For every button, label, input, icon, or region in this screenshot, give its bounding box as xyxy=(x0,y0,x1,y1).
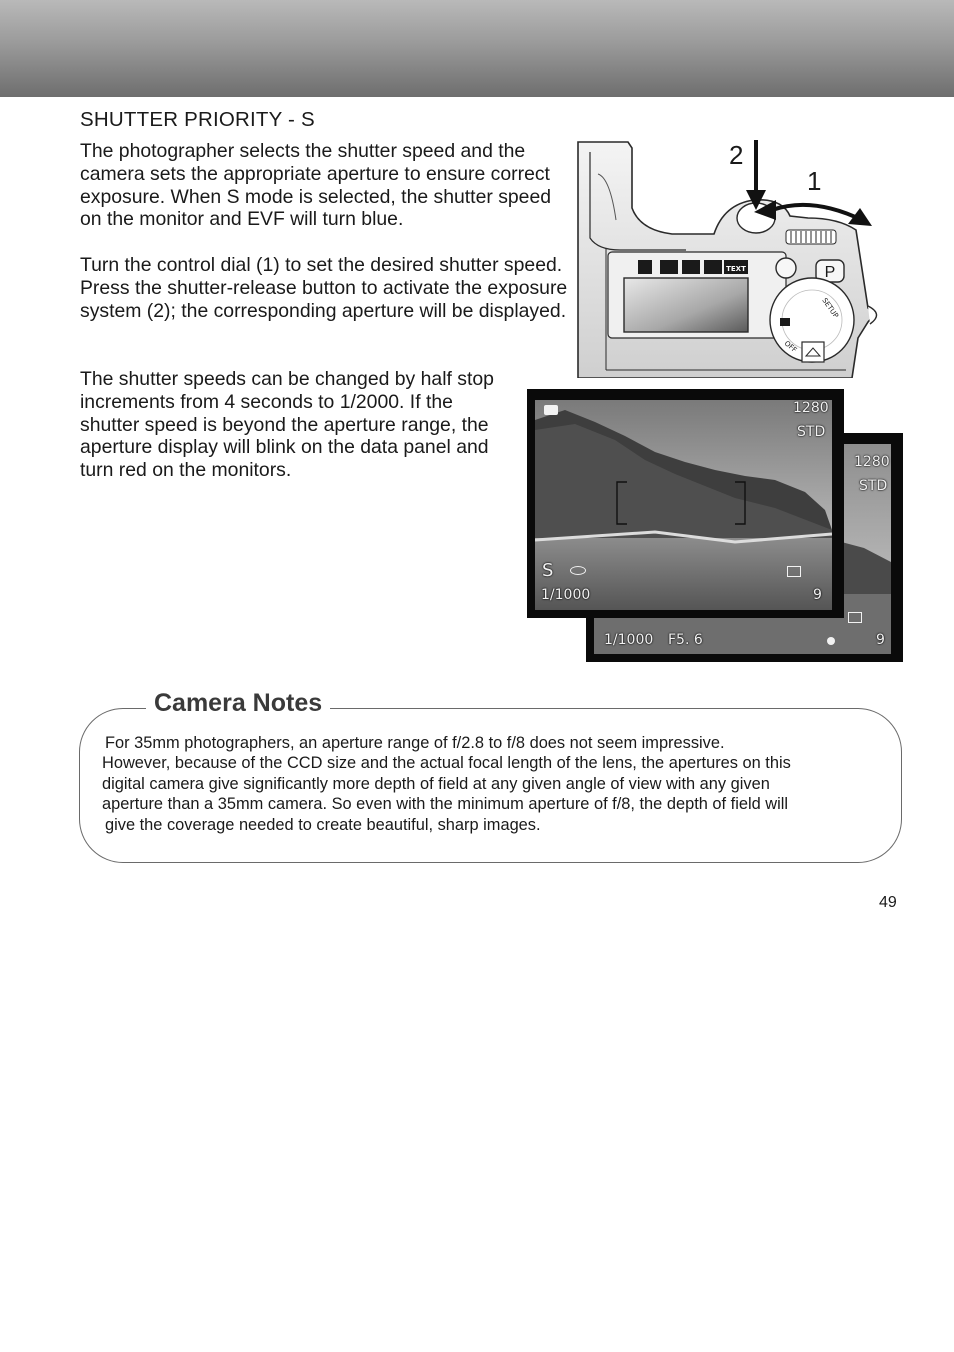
note-line: give the coverage needed to create beautiful, sharp images. xyxy=(105,816,541,834)
camera-notes-title: Camera Notes xyxy=(154,689,323,717)
note-line: For 35mm photographers, an aperture range of f/2.8 to f/8 does not seem impressive. xyxy=(105,734,725,752)
header-band xyxy=(0,0,954,97)
note-line: However, because of the CCD size and the actual focal length of the lens, the apertures on this xyxy=(102,754,791,772)
frame-icon xyxy=(848,612,862,623)
shutter-range-paragraph: The shutter speeds can be changed by half stop increments from 4 seconds to 1/2000. If the shutter speed is beyond the aperture range, the aperture display will blink on the data panel and turn red on the monitors. xyxy=(80,368,494,482)
shutter-speed-readout: 1/1000 xyxy=(604,632,654,648)
exposure-mode-indicator: S xyxy=(542,560,554,581)
svg-text:TEXT: TEXT xyxy=(726,265,746,273)
landscape-image-front xyxy=(535,400,832,610)
section-title: SHUTTER PRIORITY - S xyxy=(80,108,315,131)
intro-paragraph: The photographer selects the shutter speed and the camera sets the appropriate aperture to ensure correct exposure. When S mode is selected, the shutter speed on the monitor and EVF will turn blue. xyxy=(80,140,552,231)
camera-notes-rule xyxy=(346,708,856,709)
frame-icon xyxy=(787,566,801,577)
note-line: digital camera give significantly more depth of field at any given angle of view with any given xyxy=(102,775,770,793)
focus-dot-icon xyxy=(827,637,835,645)
resolution-indicator: 1280 xyxy=(793,400,829,416)
quality-indicator: STD xyxy=(859,478,888,494)
note-line: aperture than a 35mm camera. So even with the minimum aperture of f/8, the depth of field will xyxy=(102,795,789,813)
svg-text:OFF: OFF xyxy=(782,339,799,355)
monitor-display-front xyxy=(527,389,844,618)
shutter-speed-readout: 1/1000 xyxy=(541,587,591,603)
frames-remaining: 9 xyxy=(813,587,822,603)
step-2-label: 2 xyxy=(729,140,744,170)
svg-text:SETUP: SETUP xyxy=(820,296,840,320)
quality-indicator: STD xyxy=(797,424,826,440)
step-1-label: 1 xyxy=(807,166,822,196)
control-dial-paragraph: Turn the control dial (1) to set the desired shutter speed. Press the shutter-release button to activate the exposure system (2); the corresponding aperture will be displayed. xyxy=(80,254,568,322)
resolution-indicator: 1280 xyxy=(854,454,890,470)
camera-notes-title-wrap xyxy=(146,689,330,718)
svg-text:P: P xyxy=(824,264,836,281)
aperture-readout: F5. 6 xyxy=(668,632,703,648)
camera-mode-icon xyxy=(544,405,558,415)
metering-icon xyxy=(570,566,586,575)
page-number: 49 xyxy=(879,894,897,911)
frames-remaining: 9 xyxy=(876,632,885,648)
camera-top-illustration xyxy=(576,138,878,378)
